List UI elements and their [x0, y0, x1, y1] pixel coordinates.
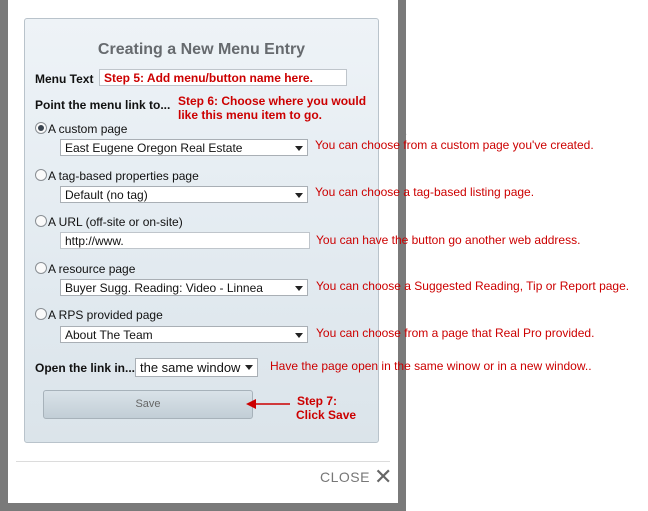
radio-url[interactable] — [35, 215, 47, 227]
radio-tag-based-page[interactable] — [35, 169, 47, 181]
radio-custom-page[interactable] — [35, 122, 47, 134]
save-button[interactable]: Save — [43, 390, 253, 419]
modal-title: Creating a New Menu Entry — [97, 41, 306, 58]
step6-note-line1: Step 6: Choose where you would — [178, 94, 367, 108]
resource-page-note: You can choose a Suggested Reading, Tip or Report page. — [316, 279, 630, 293]
option-label-rps-page: A RPS provided page — [48, 308, 163, 322]
open-link-select-value: the same window — [140, 360, 241, 375]
resource-page-select-value: Buyer Sugg. Reading: Video - Linnea — [65, 281, 263, 295]
menu-entry-form — [24, 18, 379, 443]
chevron-down-icon — [295, 146, 303, 151]
open-link-note: Have the page open in the same winow or in a new window.. — [270, 359, 592, 373]
step7-note-line2: Click Save — [296, 408, 357, 422]
option-label-url: A URL (off-site or on-site) — [48, 215, 183, 229]
custom-page-select-value: East Eugene Oregon Real Estate — [65, 141, 243, 155]
tag-based-page-select[interactable] — [60, 186, 308, 203]
option-label-tag-based-page: A tag-based properties page — [48, 169, 199, 183]
close-label: CLOSE — [320, 469, 370, 485]
close-x-icon: ✕ — [373, 464, 393, 489]
radio-resource-page[interactable] — [35, 262, 47, 274]
url-note: You can have the button go another web address. — [316, 233, 581, 247]
open-link-select[interactable] — [135, 358, 258, 377]
rps-page-select[interactable] — [60, 326, 308, 343]
rps-page-note: You can choose from a page that Real Pro provided. — [316, 326, 595, 340]
step6-note-line2: like this menu item to go. — [178, 108, 323, 122]
resource-page-select[interactable] — [60, 279, 308, 296]
url-input[interactable]: http://www. — [60, 232, 310, 249]
step7-note-line1: Step 7: — [297, 394, 338, 408]
menu-text-label: Menu Text — [35, 72, 94, 86]
open-link-label: Open the link in... — [35, 361, 136, 375]
chevron-down-icon — [295, 193, 303, 198]
rps-page-select-value: About The Team — [65, 328, 153, 342]
radio-rps-page[interactable] — [35, 308, 47, 320]
close-button[interactable] — [320, 464, 393, 489]
custom-page-note: You can choose from a custom page you've created. — [315, 138, 594, 152]
footer-divider — [16, 461, 390, 462]
custom-page-select[interactable] — [60, 139, 308, 156]
menu-text-input[interactable]: Step 5: Add menu/button name here. — [99, 69, 347, 86]
chevron-down-icon — [295, 286, 303, 291]
red-arrow-left-icon — [244, 396, 294, 412]
chevron-down-icon — [245, 365, 253, 370]
tag-based-page-select-value: Default (no tag) — [65, 188, 148, 202]
chevron-down-icon — [295, 333, 303, 338]
tag-based-page-note: You can choose a tag-based listing page. — [315, 185, 535, 199]
modal-body — [8, 0, 398, 503]
option-label-resource-page: A resource page — [48, 262, 136, 276]
point-menu-link-label: Point the menu link to... — [35, 98, 171, 112]
option-label-custom-page: A custom page — [48, 122, 128, 136]
